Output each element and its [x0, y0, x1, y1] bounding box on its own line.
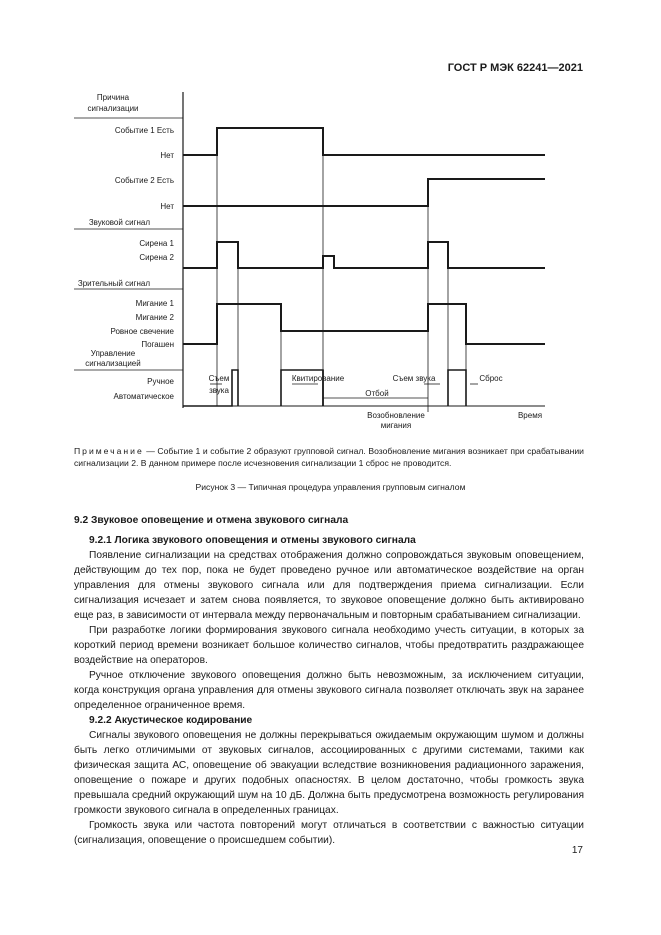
- annot-time: Время: [517, 411, 543, 420]
- label-blink1: Мигание 1: [135, 299, 174, 308]
- paragraph: При разработке логики формирования звукового сигнала необходимо учесть ситуации, в которых за короткий период времени возникает большое количество сигналов, чтобы предотвратить раздражающее воздействие на операторов.: [74, 625, 584, 666]
- label-manual: Ручное: [147, 377, 174, 386]
- label-cause: Причина: [96, 93, 130, 102]
- section-9-2-2-heading: 9.2.2 Акустическое кодирование: [89, 715, 253, 726]
- annot-acknowledge: Квитирование: [291, 374, 345, 383]
- event1-waveform: [183, 128, 545, 155]
- note-prefix: Примечание: [74, 446, 144, 456]
- event2-waveform: [183, 179, 545, 206]
- label-siren2: Сирена 2: [139, 253, 174, 262]
- paragraph: Появление сигнализации на средствах отображения должно сопровождаться звуковым оповещением, действующим до тех пор, пока не будет проведено ручное или автоматическое воздействие на орган управления для отмены звукового сигнала или для подтверждения приема сигнализации. Если сигнализация исчезает и затем снова появляется, то звуковое оповещение должно быть активировано еще раз, в зависимости от интервала между первоначальным и повторным срабатыванием сигнализации.: [74, 550, 584, 621]
- annot-silence1b: звука: [209, 386, 229, 395]
- section-9-2-1-heading: 9.2.1 Логика звукового оповещения и отмены звукового сигнала: [89, 535, 416, 546]
- annot-reset: Сброс: [479, 374, 503, 383]
- paragraph: Ручное отключение звукового оповещения должно быть невозможным, за исключением ситуации, когда конструкция органа управления для отмены звукового сигнала позволяет отключать звук на заранее определенное ограниченное время.: [74, 670, 584, 711]
- timing-diagram: [0, 0, 661, 440]
- label-audio: Звуковой сигнал: [88, 218, 150, 227]
- body-text: [74, 513, 584, 848]
- figure-note: [74, 445, 584, 469]
- figure-caption: Рисунок 3 — Типичная процедура управления групповым сигналом: [195, 482, 466, 492]
- label-event1-no: Нет: [160, 151, 174, 160]
- label-event1-yes: Событие 1 Есть: [114, 126, 174, 135]
- annot-cancel: Отбой: [365, 389, 389, 398]
- paragraph: Сигналы звукового оповещения не должны перекрываться ожидаемым окружающим шумом и должны быть легко отличимыми от звуковых сигналов, ассоциированных с другими системами, такими как физическая защита АС, оповещение об эвакуации вследствие возникновения радиационного заражения, оповещение о пожаре и других подобных опасностях. В целом достаточно, чтобы громкость звука превышала средний окружающий шум на 10 дБ. Должна быть предусмотрена возможность регулирования громкости звукового сигнала в определенных границах.: [74, 730, 584, 816]
- control-pulse-3: [448, 370, 466, 406]
- label-event2-no: Нет: [160, 202, 174, 211]
- annot-silence2: Съем звука: [392, 374, 436, 383]
- label-visual: Зрительный сигнал: [77, 279, 150, 288]
- visual-waveform: [183, 304, 545, 344]
- annot-resume2: мигания: [380, 421, 412, 430]
- label-alarm: сигнализации: [87, 104, 139, 113]
- label-control2: сигнализацией: [85, 359, 141, 368]
- label-steady: Ровное свечение: [110, 327, 174, 336]
- section-9-2-heading: 9.2 Звуковое оповещение и отмена звукового сигнала: [74, 515, 349, 526]
- audio-waveform: [183, 242, 545, 268]
- paragraph: Громкость звука или частота повторений могут отличаться в соответствии с важностью ситуации (сигнализация, оповещение о происшедшем событии).: [74, 820, 584, 846]
- label-automatic: Автоматическое: [113, 392, 174, 401]
- label-event2-yes: Событие 2 Есть: [114, 176, 174, 185]
- label-blink2: Мигание 2: [135, 313, 174, 322]
- page-number: 17: [571, 845, 583, 856]
- label-siren1: Сирена 1: [139, 239, 174, 248]
- label-control: Управление: [90, 349, 136, 358]
- document-header: ГОСТ Р МЭК 62241—2021: [447, 62, 583, 74]
- note-text: — Событие 1 и событие 2 образуют групповой сигнал. Возобновление мигания возникает при срабатывании сигнализации 2. В данном примере после исчезновения сигнализации 1 сброс не проводится.: [74, 446, 584, 468]
- annot-resume1: Возобновление: [367, 411, 425, 420]
- annot-silence1a: Съем: [208, 374, 230, 383]
- label-off: Погашен: [141, 340, 174, 349]
